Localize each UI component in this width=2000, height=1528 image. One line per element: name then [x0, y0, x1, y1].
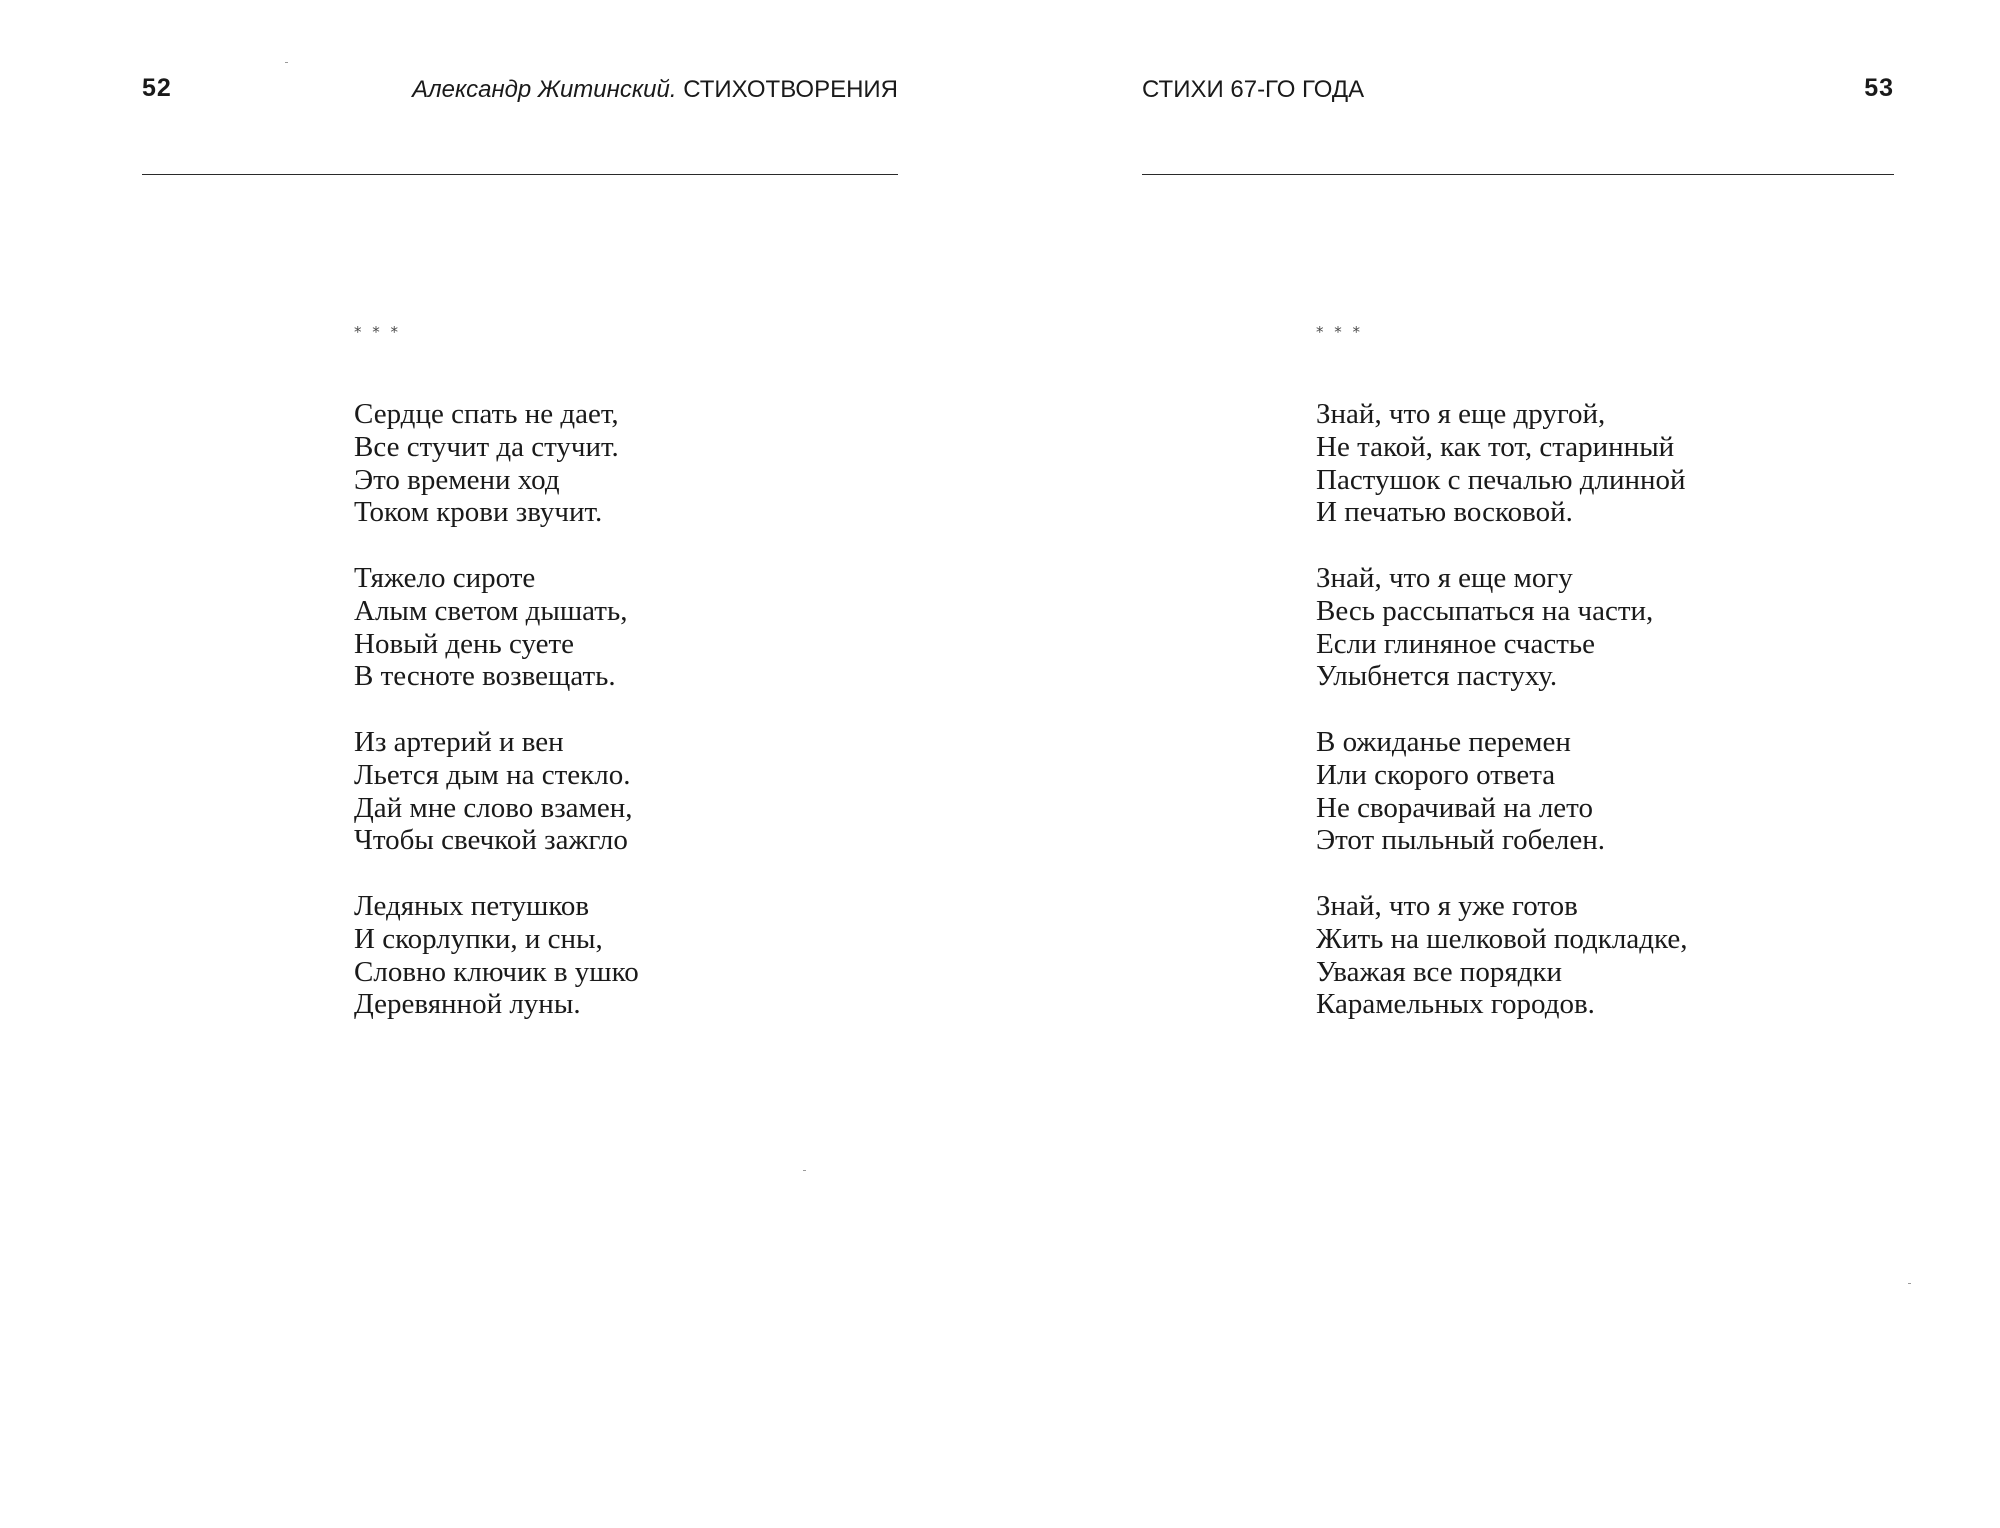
scan-speck: [1908, 1283, 1911, 1284]
verse-line: Улыбнется пастуху.: [1316, 660, 1558, 693]
header-rule-right: [1142, 174, 1894, 175]
verse-line: Если глиняное счастье: [1316, 627, 1595, 660]
verse-line: Льется дым на стекло.: [354, 758, 631, 791]
stanza: [1316, 890, 1687, 1021]
book-title: СТИХОТВОРЕНИЯ: [683, 76, 898, 103]
verse-line: Деревянной луны.: [354, 988, 581, 1021]
poem-right: [1316, 322, 1687, 1054]
verse-line: Карамельных городов.: [1316, 988, 1595, 1021]
verse-line: Из артерий и вен: [354, 725, 564, 758]
stanza: [1316, 726, 1687, 857]
stanza: [354, 726, 639, 857]
verse-line: Чтобы свечкой зажгло: [354, 824, 628, 857]
stanza: [1316, 562, 1687, 693]
verse-line: Не такой, как тот, старинный: [1316, 430, 1675, 463]
verse-line: Не сворачивай на лето: [1316, 791, 1593, 824]
verse-line: В тесноте возвещать.: [354, 660, 616, 693]
poem-ornament-right: * * *: [1316, 323, 1364, 341]
right-page: [1000, 0, 2000, 1528]
stanza: [354, 398, 639, 529]
verse-line: Весь рассыпаться на части,: [1316, 594, 1654, 627]
left-running-head-text: [412, 76, 898, 104]
verse-line: Или скорого ответа: [1316, 758, 1556, 791]
verse-line: Словно ключик в ушко: [354, 955, 639, 988]
poem-left: [354, 322, 639, 1054]
author-name: Александр Житинский.: [412, 76, 677, 103]
stanza: [354, 890, 639, 1021]
verse-line: Новый день суете: [354, 627, 575, 660]
section-title: СТИХИ 67-ГО ГОДА: [1142, 76, 1365, 103]
poem-ornament-left: * * *: [354, 323, 402, 341]
verse-line: Ледяных петушков: [354, 889, 590, 922]
verse-line: Сердце спать не дает,: [354, 398, 619, 430]
verse-line: И печатью восковой.: [1316, 496, 1573, 529]
verse-line: Жить на шелковой подкладке,: [1316, 922, 1688, 955]
stanza: [354, 562, 639, 693]
verse-line: Знай, что я уже готов: [1316, 889, 1578, 922]
verse-line: Это времени ход: [354, 463, 560, 496]
verse-line: Дай мне слово взамен,: [354, 791, 633, 824]
scan-speck: [803, 1170, 806, 1171]
verse-line: Этот пыльный гобелен.: [1316, 824, 1605, 857]
verse-line: В ожиданье перемен: [1316, 725, 1571, 758]
scan-speck: [285, 62, 288, 63]
verse-line: Знай, что я еще другой,: [1316, 398, 1606, 430]
verse-line: И скорлупки, и сны,: [354, 922, 603, 955]
verse-line: Алым светом дышать,: [354, 594, 628, 627]
header-rule-left: [142, 174, 898, 175]
page-number-left: 52: [142, 74, 172, 102]
verse-line: Тяжело сироте: [354, 561, 536, 594]
page-number-right: 53: [1864, 74, 1894, 102]
poem-left-stanzas: [354, 398, 639, 1021]
verse-line: Знай, что я еще могу: [1316, 561, 1573, 594]
right-running-head: [1142, 70, 1894, 110]
verse-line: Все стучит да стучит.: [354, 430, 619, 463]
poem-right-stanzas: [1316, 398, 1687, 1021]
stanza: [1316, 398, 1687, 529]
verse-line: Уважая все порядки: [1316, 955, 1563, 988]
verse-line: Током крови звучит.: [354, 496, 603, 529]
verse-line: Пастушок с печалью длинной: [1316, 463, 1686, 496]
left-running-head: [142, 70, 898, 110]
